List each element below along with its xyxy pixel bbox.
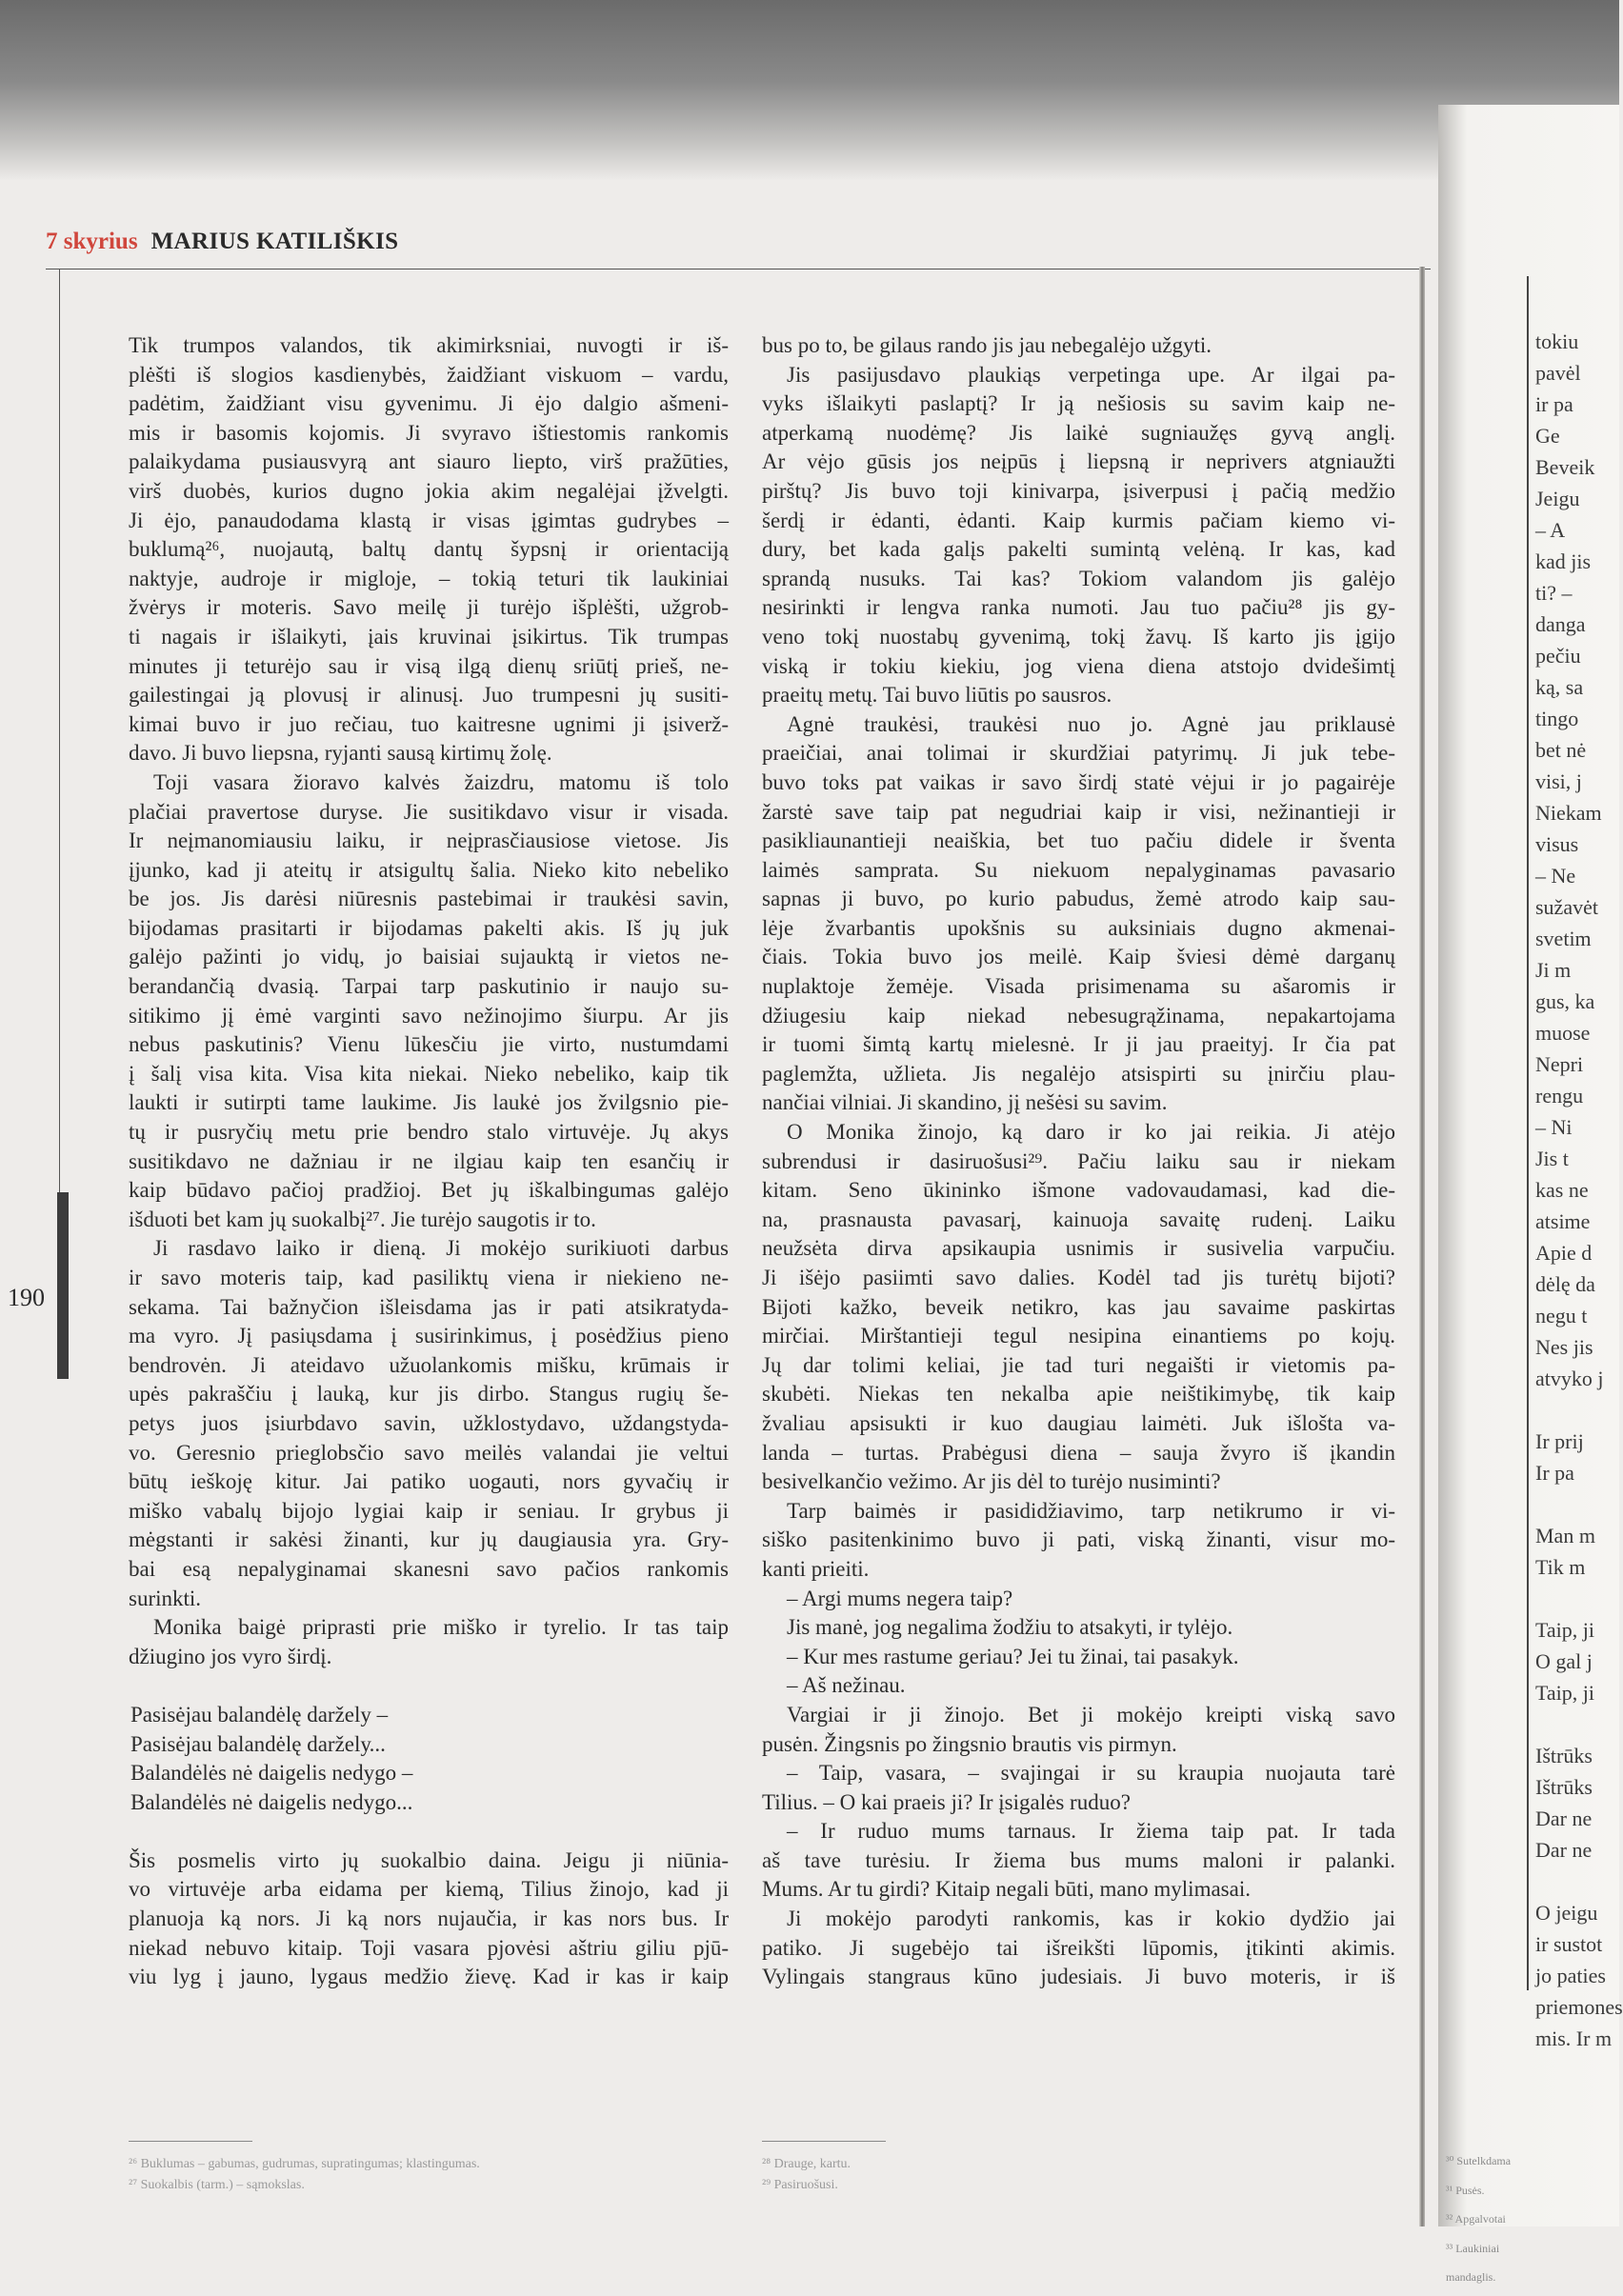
facing-page-line: visus [1535, 832, 1579, 856]
facing-page-line: Dar ne [1535, 1838, 1593, 1862]
chapter-label: 7 skyrius [46, 229, 138, 254]
text-line: nančiai vilniai. Ji skandino, jį nešėsi su savim. [762, 1090, 1168, 1115]
verse-line: Pasisėjau balandėlę darželу – [130, 1702, 389, 1727]
page-thumb-tab [57, 1192, 69, 1379]
text-line: įjunko, kad ji ateitų ir atsigultų šalia. Nieko kito nebeliko [129, 857, 729, 882]
header-rule [46, 269, 1431, 270]
text-line: virš duobės, kurios dugno jokia akim negalėjai įžvelgti. [129, 478, 729, 503]
facing-page-line: ką, sa [1535, 675, 1584, 699]
text-line: Ji rasdavo laiko ir dieną. Ji mokėjo surikiuoti darbus [153, 1236, 729, 1261]
facing-page-line: Dar ne [1535, 1807, 1593, 1830]
text-line: – Ir ruduo mums tarnaus. Ir žiema taip pat. Ir tada [787, 1819, 1395, 1844]
running-header [46, 229, 398, 255]
text-line: nesirinkti ir lengva ranka numoti. Jau tuo pačiu²⁸ jis gy- [762, 595, 1395, 620]
text-line: viską ir tokiu kiekiu, jog viena diena atstojo dvidešimtį [762, 653, 1395, 678]
verse-line: Balandėlės nė daigelis nedygo... [130, 1789, 413, 1814]
text-line: žvėrys ir moteris. Savo meilę ji turėjo išplėšti, užgrob- [129, 595, 729, 620]
text-line: Jis pasijusdavo plaukiąs verpetinga upe. Ar ilgai pa- [787, 362, 1395, 387]
text-line: būtų ieškoję kitur. Jai patiko uogauti, nors gyvačių ir [129, 1469, 729, 1494]
facing-page-line: muose [1535, 1021, 1591, 1045]
text-line: Ar vėjo gūsis jos neįpūs į liepsną ir neprivers atgniaužti [762, 449, 1395, 474]
page-number: 190 [8, 1284, 45, 1311]
facing-page-line: svetim [1535, 927, 1592, 950]
facing-page-line: Niekam [1535, 801, 1602, 825]
text-line: davo. Ji buvo liepsna, ryjanti sausą kirtimų žolę. [129, 741, 552, 766]
text-line: Mums. Ar tu girdi? Kitaip negali būti, mano mylimasai. [762, 1877, 1251, 1902]
verse-line: Pasisėjau balandėlę darželу... [130, 1731, 386, 1756]
text-line: sapnas ji buvo, po kurio pabudus, žemė atrodo kaip sau- [762, 887, 1395, 911]
text-line: pirštų? Jis buvo toji kinivarpa, įsiverpusi į pačią medžio [762, 478, 1395, 503]
text-line: laukti ir sutirpti tame laukime. Jis laukė jos žvilgsnio pie- [129, 1090, 729, 1115]
text-line: Ir neįmanomiausiu laiku, ir neįprasčiausiose vietose. Jis [129, 829, 729, 853]
text-line: Monika baigė priprasti prie miško ir tyrelio. Ir tas taip [153, 1615, 729, 1640]
text-line: Vylingais stangraus kūno judesiais. Ji buvo moteris, ir iš [762, 1965, 1395, 1989]
facing-page-line: atvyko j [1535, 1367, 1604, 1390]
facing-page-line: pavėl [1535, 361, 1581, 385]
stanza-gap [129, 1817, 729, 1847]
text-line: be jos. Jis darėsi niūresnis pastebimai ir traukėsi savin, [129, 887, 729, 911]
footnote: ²⁹ Pasiruošusi. [762, 2178, 838, 2192]
footnote: ²⁶ Buklumas – gabumas, gudrumas, supratingumas; klastingumas. [129, 2157, 480, 2171]
text-line: subrendusi ir dasiruošusi²⁹. Pačiu laiku sau ir niekam [762, 1148, 1395, 1173]
text-line: šerdį ir ėdanti, ėdanti. Kaip kurmis pačiam kiemo vi- [762, 508, 1395, 532]
facing-page-line: Tik m [1535, 1555, 1586, 1579]
facing-page-edge [1438, 105, 1623, 2285]
facing-page-line: Man m [1535, 1524, 1595, 1547]
facing-page-line: kas ne [1535, 1178, 1589, 1202]
text-line: kaip būdavo pačioj pradžioj. Bet jų iškalbingumas galėjo [129, 1178, 729, 1203]
text-line: ti nagais ir išlaikyti, įais kruvinai įsikirtus. Tik trumpas [129, 624, 729, 649]
facing-page-line: Apie d [1535, 1241, 1593, 1265]
text-line: Ji ėjo, panaudodama klastą ir visas įgimtas gudrybes – [129, 508, 729, 532]
text-line: – Kur mes rastume geriau? Jei tu žinai, tai pasakyk. [787, 1644, 1239, 1668]
text-line: Jų dar tolimi keliai, jie tad turi negaišti ir vietomis pa- [762, 1352, 1395, 1377]
text-line: viu lyg į jauno, lygaus medžio žievę. Kad ir kas ir kaip [129, 1965, 729, 1989]
facing-page-footnote: ³⁰ Sutelkdama [1446, 2154, 1512, 2167]
facing-page-line: O jeigu [1535, 1901, 1598, 1925]
facing-page-frame [1527, 276, 1529, 1990]
facing-page-line: atsime [1535, 1209, 1591, 1233]
text-line: pasikliaunantieji neaiškia, bet tuo pačiu didele ir šventa [762, 829, 1395, 853]
text-line: padėtim, žaidžiant visu gyvenimu. Ji ėjo dalgio ašmeni- [129, 391, 729, 416]
left-text-column [129, 331, 729, 1992]
text-line: bendrovėn. Ji ateidavo užuolankomis mišku, krūmais ir [129, 1352, 729, 1377]
text-line: bijodamas prasitarti ir bijodamas pakelti akis. Iš jų juk [129, 915, 729, 940]
facing-page-line [1535, 1708, 1623, 1740]
facing-page-line: Ir prij [1535, 1429, 1584, 1453]
text-line: sprandą nusuks. Tai kas? Tokiom valandom jis galėjo [762, 566, 1395, 590]
facing-page-line: Ir pa [1535, 1461, 1574, 1485]
text-line: kitam. Seno ūkininko išmone vadovaudamasi, kad die- [762, 1178, 1395, 1203]
text-line: O Monika žinojo, ką daro ir ko jai reikia. Ji atėjo [787, 1120, 1395, 1145]
text-line: mėgstanti ir sakėsi žinanti, kur jų daugiausia yra. Gry- [129, 1527, 729, 1552]
text-line: – Aš nežinau. [787, 1673, 906, 1698]
text-line: čiais. Tokia buvo jos meilė. Kaip šviesi dėmė darganų [762, 945, 1395, 969]
text-line: sekama. Tai bažnyčion išleisdama jas ir pati atsikratyda- [129, 1294, 729, 1319]
text-line: naktyje, audroje ir migloje, – tokią teturi tik laukiniai [129, 566, 729, 590]
text-line: miško vabalų bijojo lygiai kaip ir seniau. Ir grybus ji [129, 1498, 729, 1523]
facing-page-line: visi, j [1535, 769, 1582, 793]
facing-page-line: – Ne [1535, 864, 1576, 888]
text-line: plačiai pravertose duryse. Jie susitikdavo visur ir visada. [129, 799, 729, 824]
stanza-gap [129, 1671, 729, 1701]
text-line: Šis posmelis virto jų suokalbio daina. Jeigu ji niūnia- [129, 1847, 729, 1872]
facing-page-line: jo paties [1535, 1964, 1606, 1987]
text-line: išduoti bet kam jų suokalbį²⁷. Jie turėjo saugotis ir to. [129, 1207, 596, 1231]
facing-page-line [1535, 1583, 1623, 1614]
text-line: buklumą²⁶, nuojautą, baltų dantų šypsnį ir orientaciją [129, 537, 729, 562]
text-line: planuoja ką nors. Ji ką nors nujaučia, ir kas nors bus. Ir [129, 1907, 729, 1931]
facing-page-footnote: ³¹ Pusės. [1446, 2183, 1485, 2197]
facing-page-line: gus, ka [1535, 989, 1595, 1013]
text-line: galėjo pažinti jo vidų, jo baisiai sujauktą ir vietos ne- [129, 945, 729, 969]
text-line: susitikdavo ne dažniau ir ne ilgiau kaip ten esančių ir [129, 1148, 729, 1173]
facing-page-line: Taip, ji [1535, 1618, 1595, 1642]
text-line: veno tokį nuostabų gyvenimą, tokį žavų. Iš karto jis įgijo [762, 624, 1395, 649]
footnote: ²⁸ Drauge, kartu. [762, 2157, 852, 2171]
facing-page-line: Ge [1535, 424, 1560, 448]
facing-page-line: priemones [1535, 1995, 1623, 2019]
text-line: džiugesiu kaip niekad nebesugrąžinama, nepakartojama [762, 1003, 1395, 1028]
text-line: Toji vasara žioravo kalvės žaizdru, matomu iš tolo [153, 769, 729, 794]
text-line: mirčiai. Mirštantieji tegul nesipina einantiems po kojų. [762, 1324, 1395, 1348]
text-line: buvo toks pat vaikas ir savo širdį statė vėjui ir jo pagairėje [762, 769, 1395, 794]
text-line: ir savo moteris taip, kad pasiliktų viena ir niekieno ne- [129, 1266, 729, 1289]
author-name: MARIUS KATILIŠKIS [150, 229, 399, 254]
text-line: gailestingai ją plovusį ir alinusį. Juo trumpesni jų susiti- [129, 683, 729, 708]
footnotes-right [762, 2154, 851, 2196]
scan-top-shadow [0, 0, 1619, 181]
footnotes-left [129, 2154, 480, 2196]
facing-page-line [1535, 1394, 1623, 1426]
facing-page-line: dėlę da [1535, 1272, 1595, 1296]
facing-page-line: tingo [1535, 707, 1579, 730]
verse-line: Balandėlės nė daigelis nedygo – [130, 1761, 413, 1786]
text-line: bus po to, be gilaus rando jis jau nebegalėjo užgyti. [762, 333, 1212, 357]
text-line: aš tave turėsiu. Ir žiema bus mums maloni ir palanki. [762, 1847, 1395, 1872]
text-line: neužsėta dirva apsikaupia usnimis ir susivelia varpučiu. [762, 1236, 1395, 1261]
facing-page-line: Ištrūks [1535, 1775, 1593, 1799]
text-line: minutes ji teturėjo sau ir visą ilgą dienų sriūtį prieš, ne- [129, 653, 729, 678]
text-line: vyks išlaikyti paslaptį? Ir ją nešiosis su savim kaip ne- [762, 391, 1395, 416]
facing-page-line: – Ni [1535, 1115, 1573, 1139]
text-line: berandančią dvasią. Tarpai tarp paskutinio ir naujo su- [129, 974, 729, 999]
facing-page-line: Jeigu [1535, 487, 1580, 510]
text-line: Tilius. – O kai praeis ji? Ir įsigalės ruduo? [762, 1789, 1131, 1814]
text-line: tų ir pusryčių metu prie bendro stalo virtuvėje. Jų akys [129, 1120, 729, 1145]
facing-page-line: Taip, ji [1535, 1681, 1595, 1705]
text-line: žarstė save taip pat negudriai kaip ir visi, nežinantieji ir [762, 799, 1395, 824]
facing-page-line: ir pa [1535, 392, 1573, 416]
text-line: kimai buvo ir juo rečiau, tuo kaitresne ugnimi ji įsiverž- [129, 711, 729, 736]
text-line: kanti prieiti. [762, 1556, 870, 1581]
text-line: petys juos įsiurbdavo savin, užklostydavo, uždangstyda- [129, 1410, 729, 1435]
facing-page-line: danga [1535, 612, 1586, 636]
footnote: ²⁷ Suokalbis (tarm.) – sąmokslas. [129, 2178, 305, 2192]
text-line: nuplaktoje žemėje. Visada prisimenama su ašaromis ir [762, 974, 1395, 999]
text-line: landa – turtas. Prabėgusi diena – sauja žvyro iš įkandin [762, 1440, 1395, 1465]
facing-page-line [1535, 1488, 1623, 1520]
text-line: – Argi mums negera taip? [787, 1586, 1013, 1610]
text-line: pusėn. Žingsnis po žingsnio brautis vis pirmyn. [762, 1731, 1177, 1756]
text-line: siško pasitenkinimo buvo ji pati, viską žinanti, visur mo- [762, 1527, 1395, 1552]
text-line: vo. Geresnio prieglobsčio savo meilės valandai jie veltui [129, 1440, 729, 1465]
text-line: į šalį visa kita. Visa kita niekai. Nieko nebeliko, kaip tik [129, 1061, 729, 1086]
facing-page-line: Nepri [1535, 1052, 1584, 1076]
facing-page-line: sužavėt [1535, 895, 1598, 919]
facing-page-line [1535, 1866, 1623, 1897]
text-line: ma vyro. Jį pasiųsdama į susirinkimus, į posėdžius pieno [129, 1324, 729, 1348]
facing-page-footnote: ³² Apgalvotai [1446, 2212, 1506, 2226]
facing-page-footnotes [1446, 2150, 1511, 2296]
text-line: vo virtuvėje arba eidama per kiemą, Tilius žinojo, kad ji [129, 1877, 729, 1902]
facing-page-line: bet nė [1535, 738, 1587, 762]
facing-page-line: mis. Ir m [1535, 2026, 1613, 2050]
text-line: lėje žvarbantis upokšnis su auksiniais dugno akmenai- [762, 915, 1395, 940]
text-line: Tik trumpos valandos, tik akimirksniai, nuvogti ir iš- [129, 333, 729, 357]
page-border [59, 269, 60, 1221]
facing-page-footnote: mandaglis. [1446, 2270, 1496, 2285]
text-line: Ji mokėjo parodyti rankomis, kas ir kokio dydžio jai [787, 1907, 1395, 1931]
text-line: Ji išėjo pasiimti savo dalies. Kodėl tad jis turėtų bijoti? [762, 1266, 1395, 1289]
right-text-column [762, 331, 1395, 1992]
text-line: džiugino jos vyro širdį. [129, 1644, 332, 1668]
text-line: sitikimo jį ėmė varginti savo nežinojimo šiurpu. Ar jis [129, 1003, 729, 1028]
facing-page-line: Beveik [1535, 455, 1595, 479]
footnote-rule-left [129, 2141, 252, 2142]
facing-page-line: Ji m [1535, 958, 1572, 982]
facing-page-line: ir sustot [1535, 1932, 1603, 1956]
footnote-rule-right [762, 2141, 886, 2142]
text-line: praeičiai, anai tolimai ir skurdžiai patyrimų. Ji juk tebe- [762, 741, 1395, 766]
text-line: Bijoti kažko, beveik netikro, kas jau savaime paskirtas [762, 1294, 1395, 1319]
text-line: atperkamą nuodėmę? Jis laikė sugniaužęs gyvą anglį. [762, 420, 1395, 445]
text-line: dury, bet kada galįs pakelti sumintą velėną. Ir kas, kad [762, 537, 1395, 562]
text-line: bai esą nepalyginamai skanesni savo pačios rankomis [129, 1556, 729, 1581]
book-gutter [1419, 267, 1425, 2226]
facing-page-line: tokiu [1535, 329, 1579, 353]
facing-page-line: – A [1535, 518, 1566, 542]
text-line: mis ir basomis kojomis. Ji svyravo ištiestomis rankomis [129, 420, 729, 445]
text-line: praeitų metų. Tai buvo liūtis po sausros. [762, 683, 1112, 708]
text-line: surinkti. [129, 1586, 202, 1610]
text-line: besivelkančio vežimo. Ar jis dėl to turėjo nusiminti? [762, 1469, 1221, 1494]
text-line: palaikydama pusiausvyrą ant siauro lieptо, virš pražūties, [129, 449, 729, 474]
text-line: patiko. Ji sugebėjo tai išreikšti lūpomis, įtikinti akimis. [762, 1935, 1395, 1960]
text-line: paglemžta, užlieta. Jis negalėjo atsispirti su įnirčiu plau- [762, 1061, 1395, 1086]
text-line: niekad nebuvo kitaip. Toji vasara pjovėsi aštriu giliu pjū- [129, 1935, 729, 1960]
text-line: žvaliau apsisukti ir kuo daugiau laimėti. Juk išlošta va- [762, 1410, 1395, 1435]
facing-page-line: rengu [1535, 1084, 1584, 1108]
text-line: laimės samprata. Su niekuom nepalyginamas pavasario [762, 857, 1395, 882]
text-line: Tarp baimės ir pasididžiavimo, tarp netikrumo ir vi- [787, 1498, 1395, 1523]
facing-page-footnote: ³³ Laukiniai [1446, 2241, 1500, 2255]
text-line: Vargiai ir ji žinojo. Bet ji mokėjo kreipti viską savo [787, 1702, 1395, 1727]
text-line: na, prasnausta pavasarį, kainuoja savaitę rudenį. Laiku [762, 1207, 1395, 1231]
text-line: upės pakraščiu į lauką, kur jis dirbo. Stangus rugių še- [129, 1382, 729, 1407]
text-line: ir tuomi šimtą kartų mielesnė. Ir ji jau praeityj. Ir čia pat [762, 1032, 1395, 1057]
text-line: Agnė traukėsi, traukėsi nuo jo. Agnė jau priklausė [787, 711, 1395, 736]
text-line: Jis manė, jog negalima žodžiu to atsakyti, ir tylėjo. [787, 1615, 1233, 1640]
text-line: plėšti iš slogios kasdienybės, žaidžiant viskuom – vardu, [129, 362, 729, 387]
facing-page-line: ti? – [1535, 581, 1573, 605]
facing-page-text [1535, 326, 1623, 2054]
facing-page-line: O gal j [1535, 1649, 1593, 1673]
facing-page-line: pečiu [1535, 644, 1581, 668]
facing-page-line: Jis t [1535, 1147, 1569, 1170]
text-line: – Taip, vasara, – svajingai ir su kraupia nuojauta tarė [787, 1761, 1395, 1786]
text-line: skubėti. Niekas ten nekalba apie neištikimybę, tik kaip [762, 1382, 1395, 1407]
facing-page-line: kad jis [1535, 549, 1592, 573]
facing-page-line: Nes jis [1535, 1335, 1593, 1359]
text-line: nebus paskutinis? Vienu lūkesčiu jie virto, nustumdami [129, 1032, 729, 1057]
facing-page-line: negu t [1535, 1304, 1588, 1328]
facing-page-line: Ištrūks [1535, 1744, 1593, 1767]
